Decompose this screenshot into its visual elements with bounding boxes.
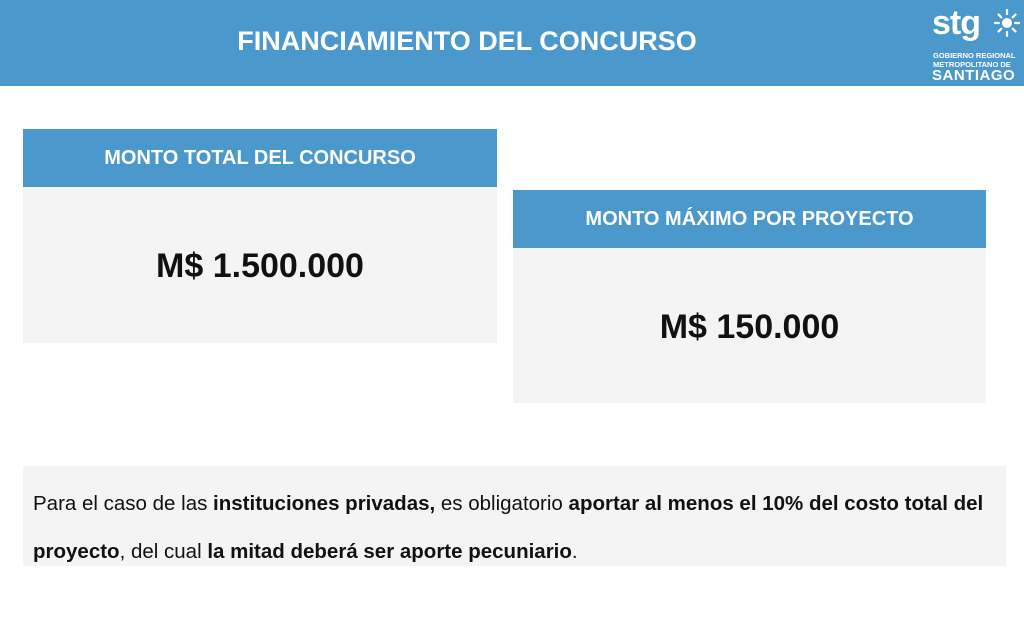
note-text-2: es obligatorio xyxy=(435,492,569,515)
max-amount-value: M$ 150.000 xyxy=(659,308,840,346)
header-bar xyxy=(0,0,1024,86)
logo xyxy=(932,4,1022,84)
logo-line-2: METROPOLITANO DE xyxy=(933,60,1011,69)
note-text-3: , del cual xyxy=(119,540,208,563)
note-bold-2: aportar al menos el 10% del costo total del proyecto xyxy=(33,492,984,563)
note-bold-3: la mitad deberá ser aporte pecuniario xyxy=(207,540,572,563)
note-bold-1: instituciones privadas, xyxy=(213,492,436,515)
logo-word: stg xyxy=(932,4,980,42)
logo-line-3: SANTIAGO xyxy=(932,67,1016,84)
sun-icon xyxy=(994,8,1020,38)
max-amount-heading: MONTO MÁXIMO POR PROYECTO xyxy=(513,190,986,248)
max-amount-card xyxy=(513,190,986,403)
note-text-4: . xyxy=(571,540,578,563)
total-amount-heading: MONTO TOTAL DEL CONCURSO xyxy=(23,129,497,187)
private-institutions-note xyxy=(23,466,1006,566)
logo-line-1: GOBIERNO REGIONAL xyxy=(933,51,1016,60)
total-amount-value: M$ 1.500.000 xyxy=(156,247,364,285)
total-amount-card xyxy=(23,129,497,343)
page-title: FINANCIAMIENTO DEL CONCURSO xyxy=(237,26,697,56)
note-text-1: Para el caso de las xyxy=(33,492,214,515)
